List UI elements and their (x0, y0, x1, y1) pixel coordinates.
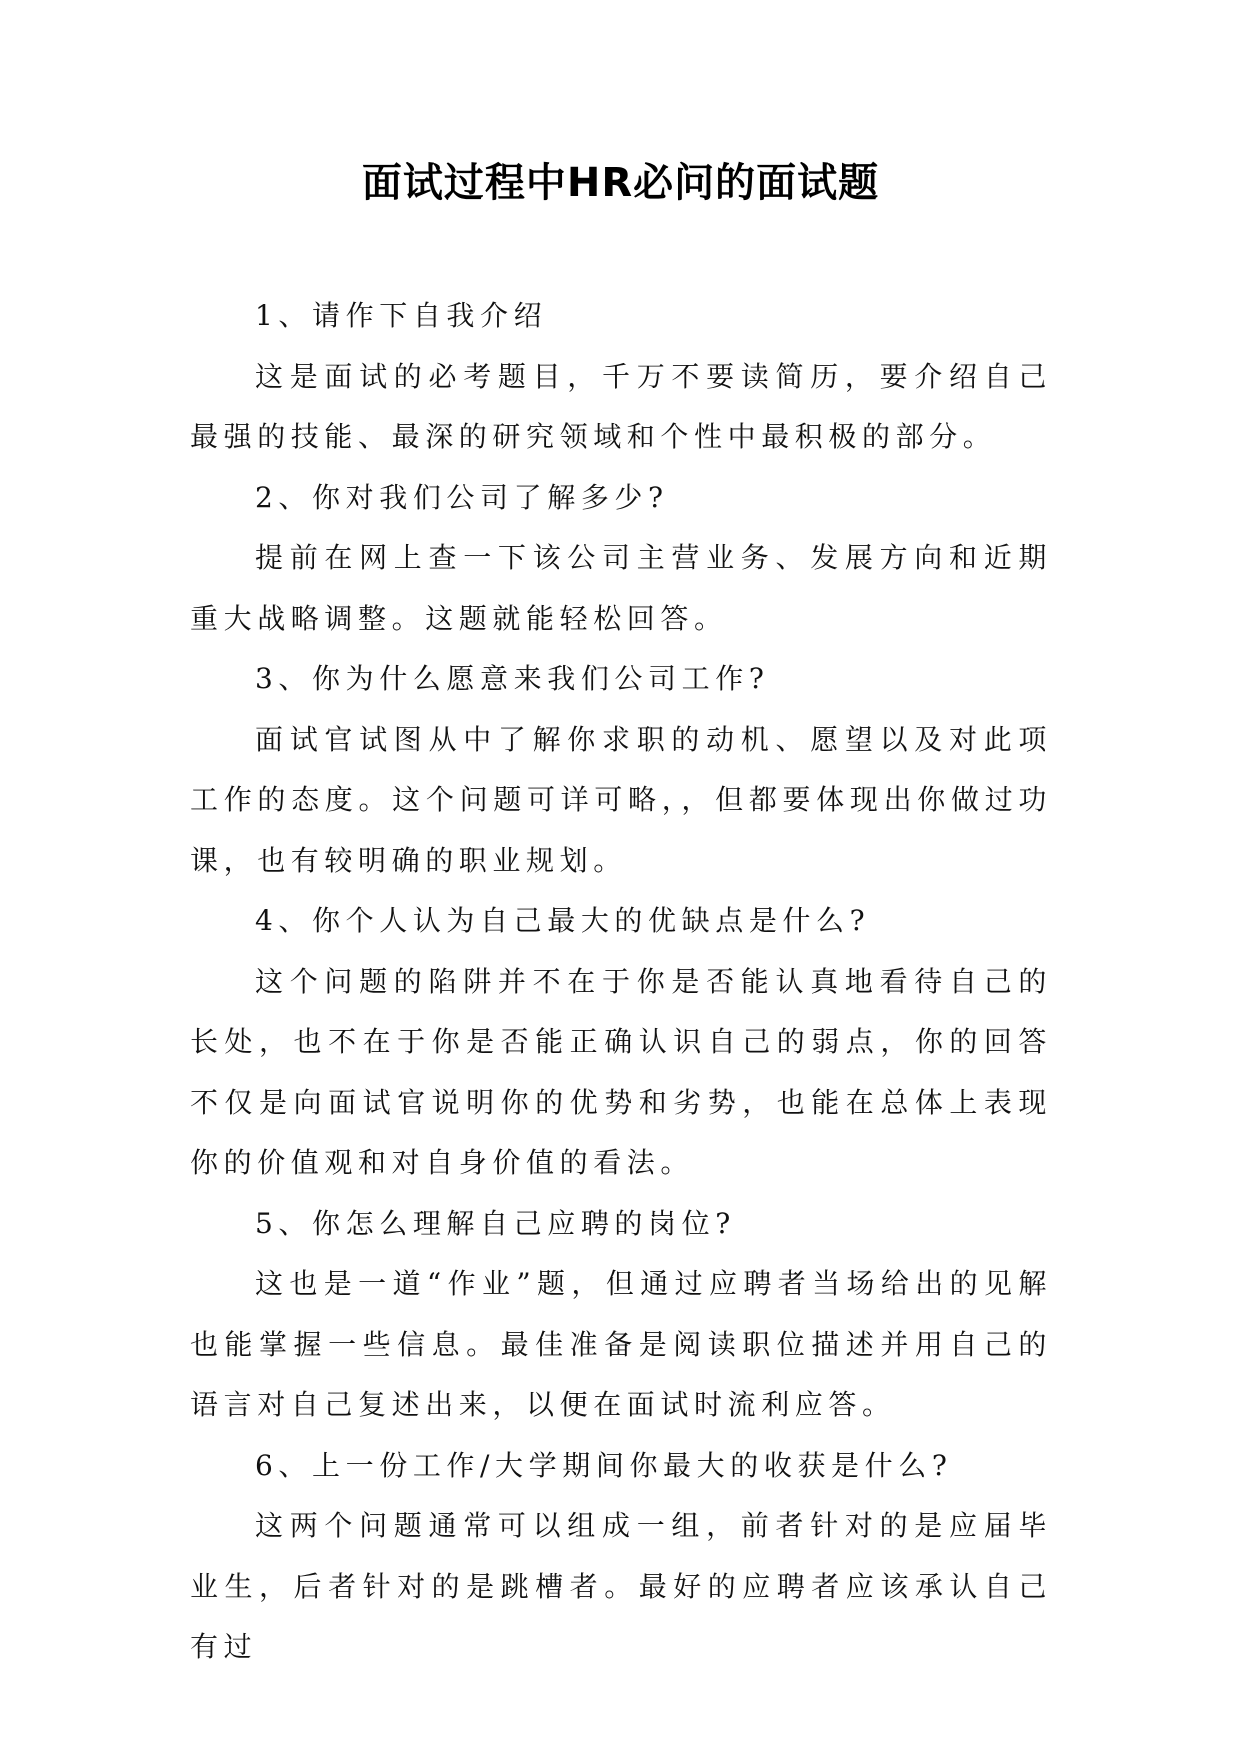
question-3-heading: 3、你为什么愿意来我们公司工作? (255, 662, 770, 695)
document-body (190, 286, 1052, 1678)
answer-1-paragraph: 这是面试的必考题目，千万不要读简历，要介绍自己最强的技能、最深的研究领域和个性中最积极的部分。 (190, 359, 1052, 453)
document-title: 面试过程中HR必问的面试题 (361, 160, 880, 206)
question-4-heading: 4、你个人认为自己最大的优缺点是什么? (255, 904, 871, 937)
question-6-heading: 6、上一份工作/大学期间你最大的收获是什么? (255, 1448, 953, 1482)
answer-2-paragraph: 提前在网上查一下该公司主营业务、发展方向和近期重大战略调整。这题就能轻松回答。 (190, 541, 1052, 635)
answer-3-paragraph: 面试官试图从中了解你求职的动机、愿望以及对此项工作的态度。这个问题可详可略，，但都要体现出你做过功课，也有较明确的职业规划。 (190, 722, 1052, 877)
answer-6-paragraph: 这两个问题通常可以组成一组，前者针对的是应届毕业生，后者针对的是跳槽者。最好的应聘者应该承认自己有过 (190, 1509, 1052, 1663)
answer-4-paragraph: 这个问题的陷阱并不在于你是否能认真地看待自己的长处，也不在于你是否能正确认识自己的弱点，你的回答不仅是向面试官说明你的优势和劣势，也能在总体上表现你的价值观和对自身价值的看法。 (190, 964, 1052, 1179)
question-2-heading: 2、你对我们公司了解多少? (255, 480, 669, 514)
question-1-heading: 1、请作下自我介绍 (255, 299, 548, 332)
answer-5-paragraph: 这也是一道“作业”题，但通过应聘者当场给出的见解也能掌握一些信息。最佳准备是阅读职位描述并用自己的语言对自己复述出来，以便在面试时流利应答。 (190, 1267, 1052, 1421)
question-5-heading: 5、你怎么理解自己应聘的岗位? (255, 1206, 736, 1240)
